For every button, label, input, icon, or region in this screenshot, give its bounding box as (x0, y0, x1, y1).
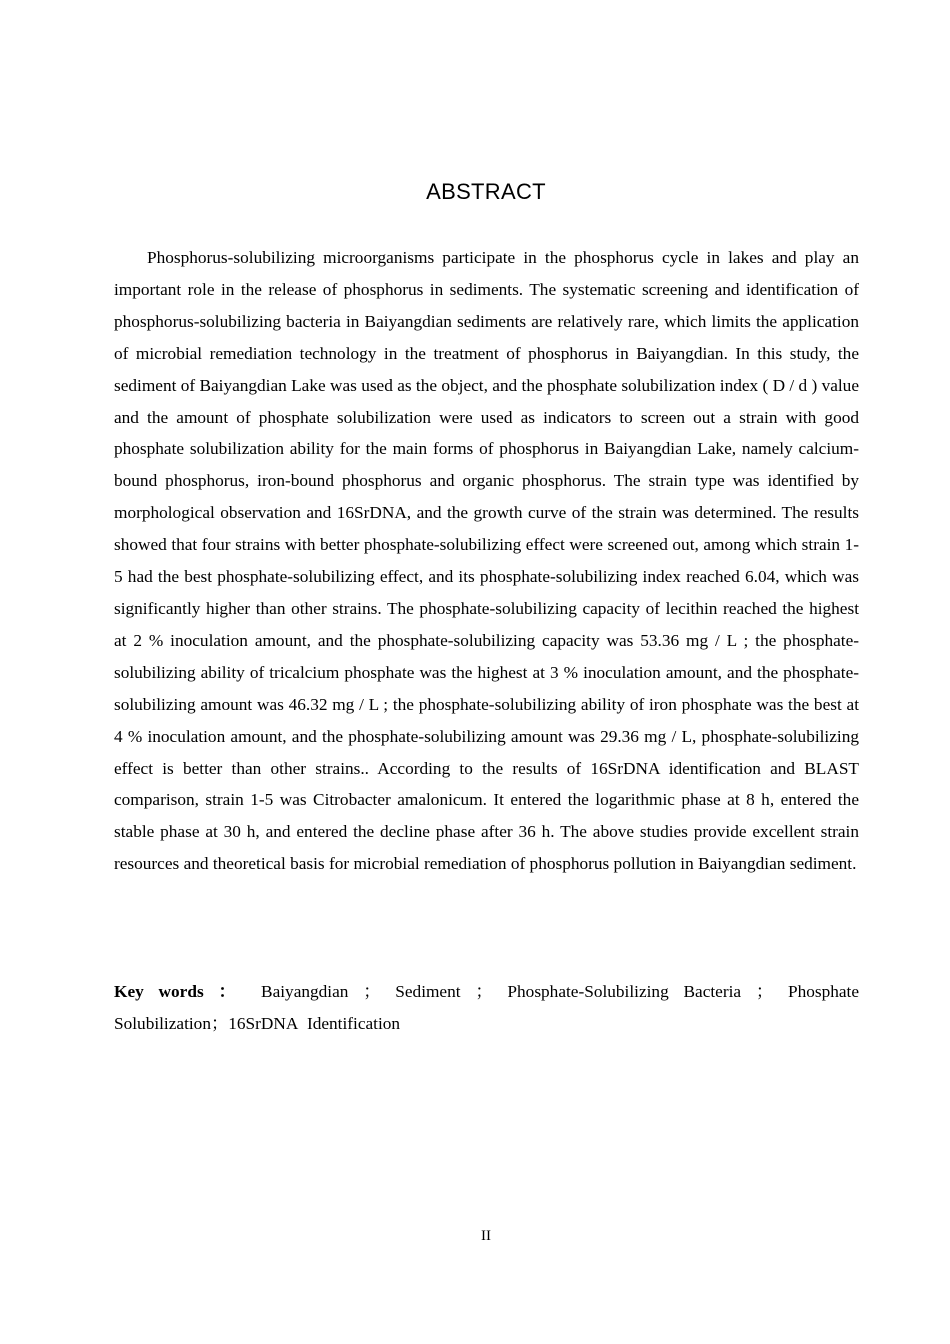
abstract-body: Phosphorus-solubilizing microorganisms participate in the phosphorus cycle in lakes and play an important role in the release of phosphorus in sediments. The systematic screening and identification of phosphorus-solubilizing bacteria in Baiyangdian sediments are relatively rare, which limits the application of microbial remediation technology in the treatment of phosphorus in Baiyangdian. In this study, the sediment of Baiyangdian Lake was used as the object, and the phosphate solubilization index ( D / d ) value and the amount of phosphate solubilization were used as indicators to screen out a strain with good phosphate solubilization ability for the main forms of phosphorus in Baiyangdian Lake, namely calcium-bound phosphorus, iron-bound phosphorus and organic phosphorus. The strain type was identified by morphological observation and 16SrDNA, and the growth curve of the strain was determined. The results showed that four strains with better phosphate-solubilizing effect were screened out, among which strain 1-5 had the best phosphate-solubilizing effect, and its phosphate-solubilizing index reached 6.04, which was significantly higher than other strains. The phosphate-solubilizing capacity of lecithin reached the highest at 2 % inoculation amount, and the phosphate-solubilizing capacity was 53.36 mg / L ; the phosphate-solubilizing ability of tricalcium phosphate was the highest at 3 % inoculation amount, and the phosphate-solubilizing amount was 46.32 mg / L ; the phosphate-solubilizing ability of iron phosphate was the best at 4 % inoculation amount, and the phosphate-solubilizing amount was 29.36 mg / L, phosphate-solubilizing effect is better than other strains.. According to the results of 16SrDNA identification and BLAST comparison, strain 1-5 was Citrobacter amalonicum. It entered the logarithmic phase at 8 h, entered the stable phase at 30 h, and entered the decline phase after 36 h. The above studies provide excellent strain resources and theoretical basis for microbial remediation of phosphorus pollution in Baiyangdian sediment. (114, 248, 859, 874)
keywords-line (114, 976, 859, 1040)
abstract-title: ABSTRACT (426, 179, 546, 204)
keywords-label: Key words ： (114, 982, 247, 1001)
page-number: II (481, 1228, 491, 1244)
keywords-list: Baiyangdian ； Sediment ； Phosphate-Solubilizing Bacteria ； Phosphate Solubilization；16SrDNA Identification (114, 982, 859, 1033)
